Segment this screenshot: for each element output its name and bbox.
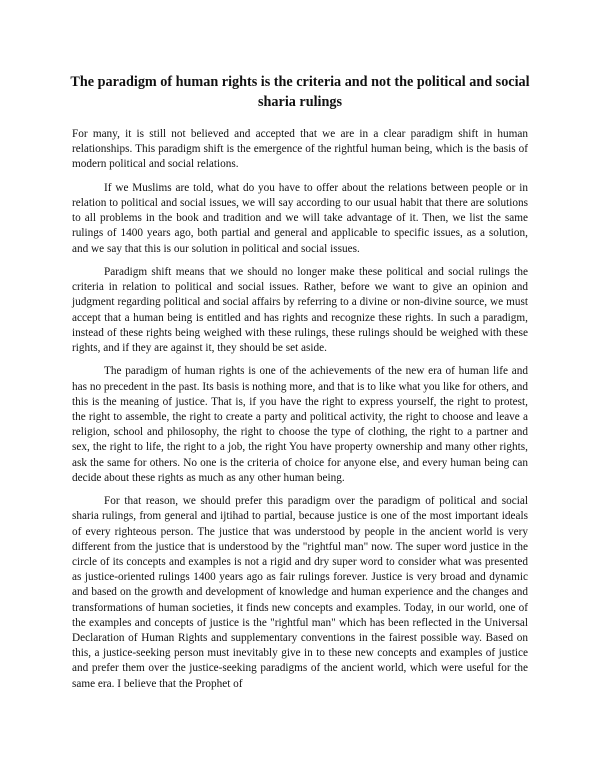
paragraph: Paradigm shift means that we should no longer make these political and social rulings the criteria in relation to political and social issues. Rather, before we want to give an opinion and judgment regarding political and social affairs by referring to a divine or non-divine source, we must accept that a human being is entitled and has rights and recognize these rights. In such a paradigm, instead of these rights being weighed with these rulings, these rulings should be weighed with these rights, and if they are against it, they should be set aside. [72,266,528,355]
paragraph: If we Muslims are told, what do you have to offer about the relations between people or in relation to political and social issues, we will say according to our usual habit that there are solutions to all problems in the book and tradition and we will take advantage of it. Then, we list the same rulings of 1400 years ago, both partial and general and applicable to specific issues, as a solution, and we say that this is our solution in political and social issues. [72,181,528,255]
paragraph: The paradigm of human rights is one of the achievements of the new era of human life and has no precedent in the past. Its basis is nothing more, and that is to like what you like for others, and this is the meaning of justice. That is, if you have the right to express yourself, the right to protest, the right to assemble, the right to create a party and political activity, the right to choose and leave a religion, school and philosophy, the right to choose the type of clothing, the right to a partner and sex, the right to life, the right to a job, the right You have property ownership and many other rights, ask the same for others. No one is the criteria of choice for anyone else, and every human being can decide about these rights as much as any other human being. [72,365,528,484]
paragraph: For many, it is still not believed and accepted that we are in a clear paradigm shift in human relationships. This paradigm shift is the emergence of the rightful human being, which is the basis of modern political and social relations. [72,128,528,171]
document-title: The paradigm of human rights is the criteria and not the political and social sharia rulings [70,74,530,110]
paragraph: For that reason, we should prefer this paradigm over the paradigm of political and social sharia rulings, from general and ijtihad to partial, because justice is one of the most important ideals of every righteous person. The justice that was understood by people in the ancient world is very different from the justice that is understood by the "rightful man" now. The super word justice in the circle of its concepts and examples is not a rigid and dry super word to consider what was presented as justice-oriented rulings 1400 years ago as fair rulings forever. Justice is very broad and dynamic and based on the growth and development of knowledge and human experience and the changes and transformations of human societies, it finds new concepts and examples. Today, in our world, one of the examples and concepts of justice is the "rightful man" which has been reflected in the Universal Declaration of Human Rights and supplementary conventions in the fairest possible way. Based on this, a justice-seeking person must inevitably give in to these new concepts and examples of justice and prefer them over the justice-seeking paradigms of the ancient world, which were useful for the same era. I believe that the Prophet of [72,495,528,690]
document-body [72,127,528,700]
